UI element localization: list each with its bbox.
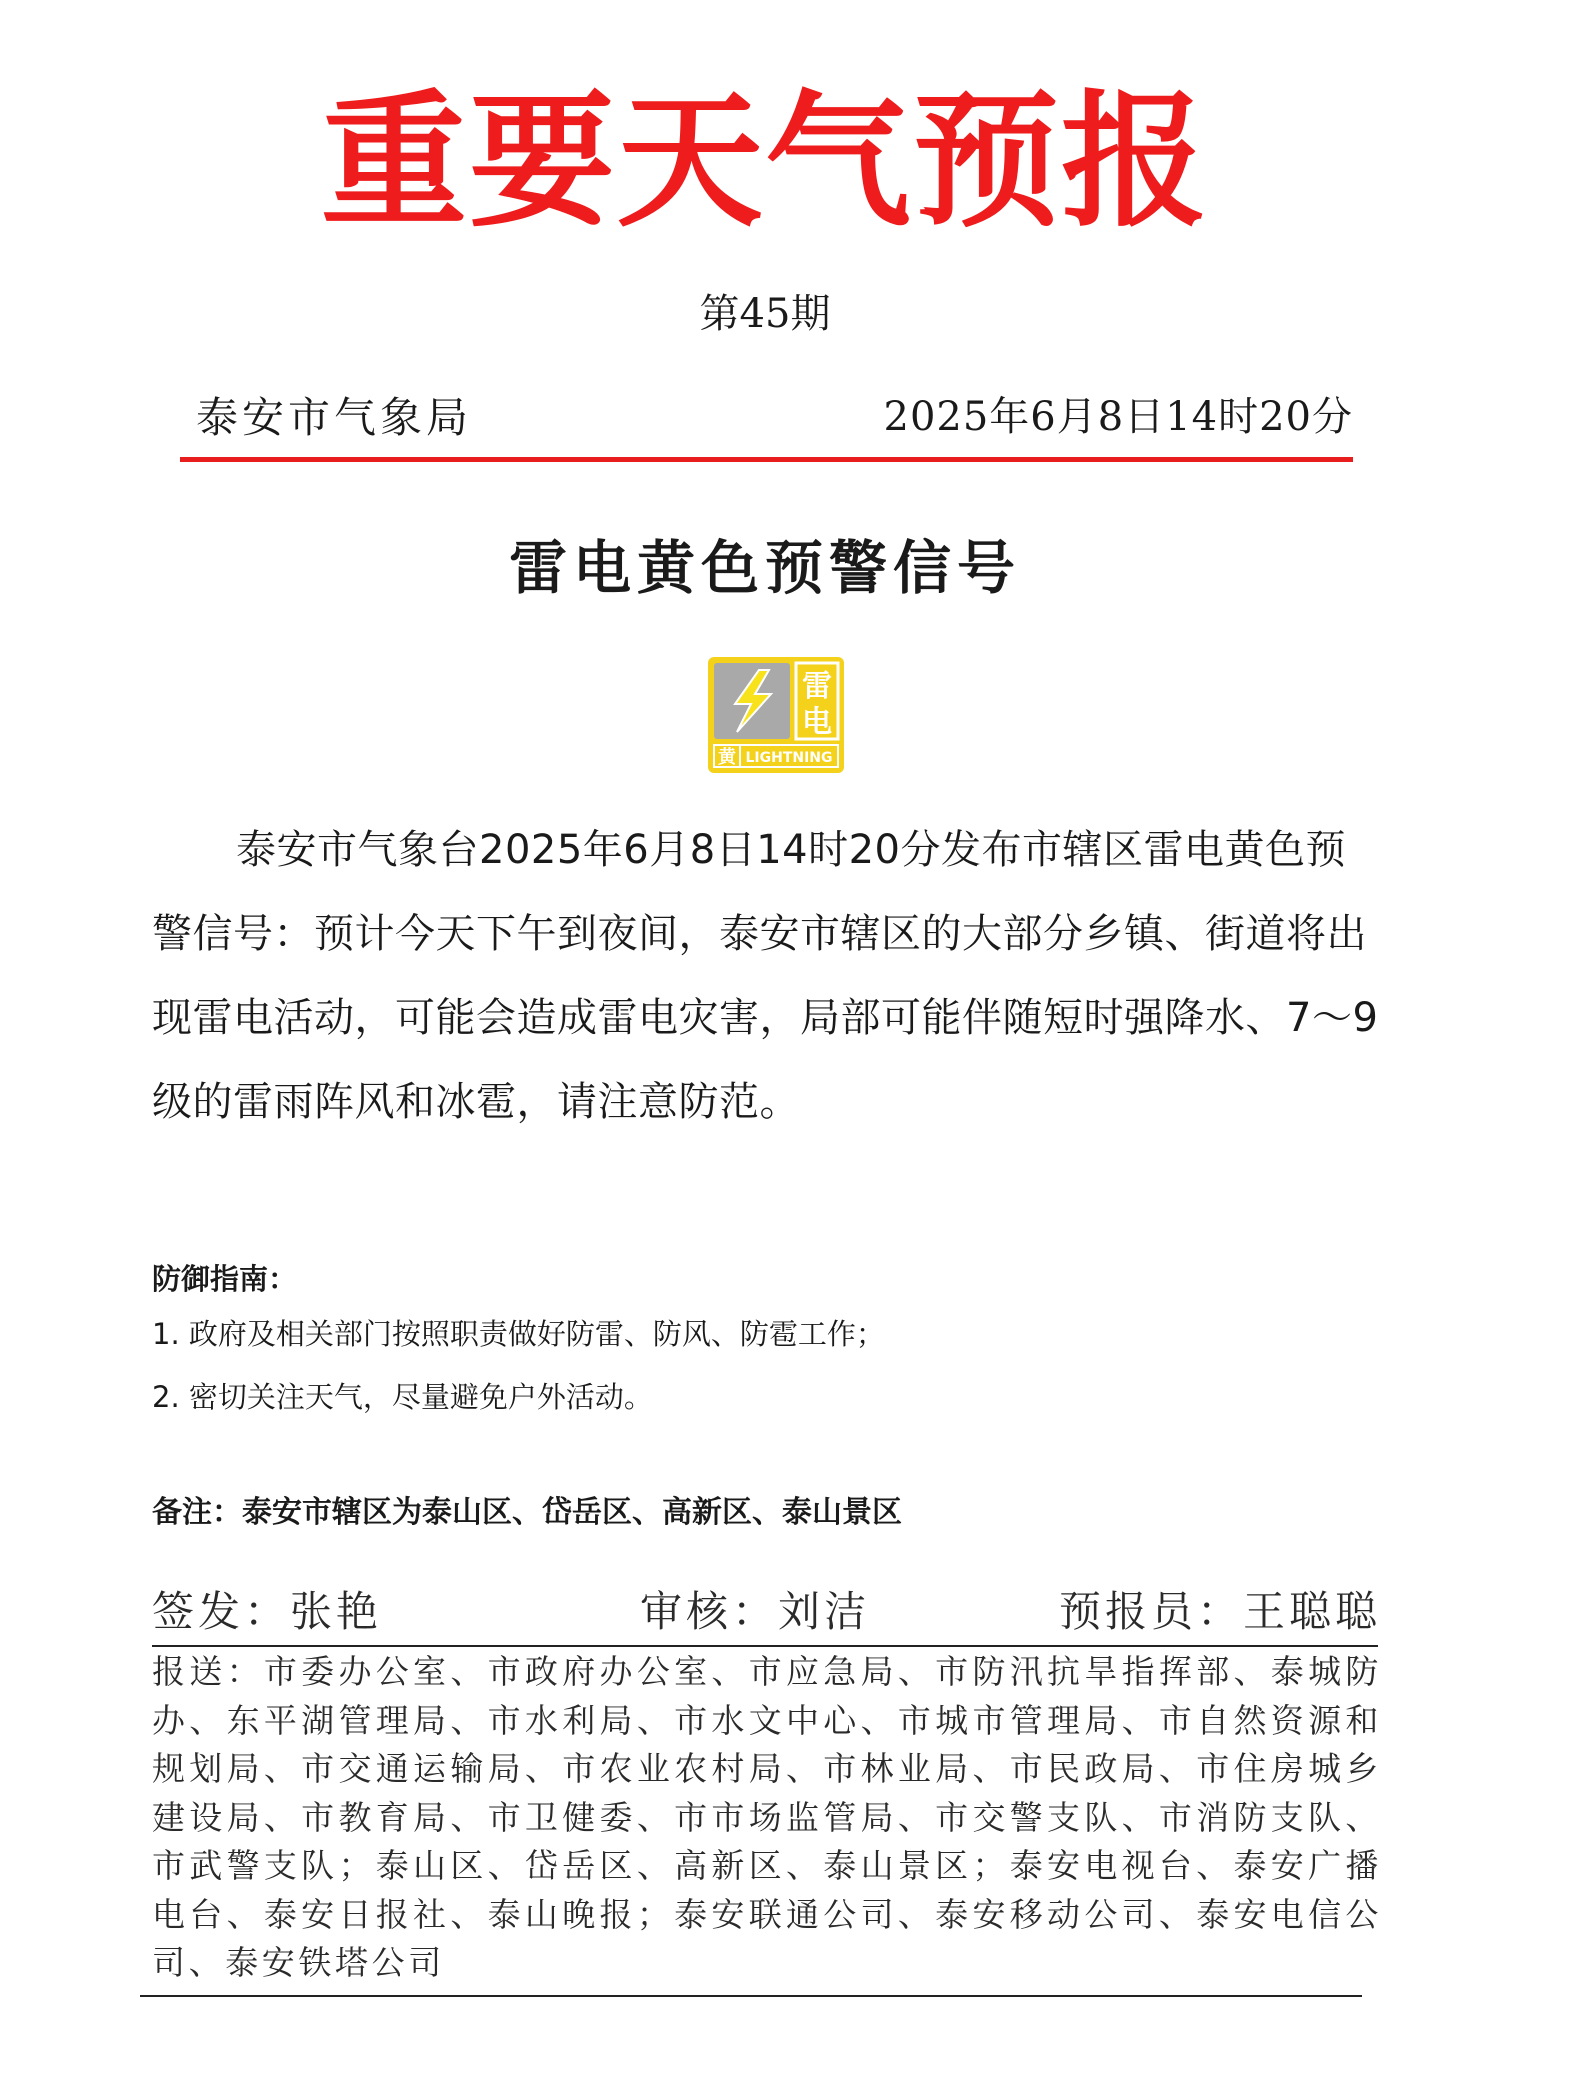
defense-guide-item: 2. 密切关注天气，尽量避免户外活动。 xyxy=(152,1380,653,1414)
signal-level-char: 黄 xyxy=(718,747,736,768)
signal-label: LIGHTNING xyxy=(745,750,833,766)
signal-char-2: 电 xyxy=(802,705,832,740)
issue-number: 第45期 xyxy=(699,291,831,337)
defense-guide-item: 1. 政府及相关部门按照职责做好防雷、防风、防雹工作； xyxy=(152,1317,885,1351)
issue-time: 2025年6月8日14时20分 xyxy=(883,394,1353,440)
signature-forecaster: 预报员：王聪聪 xyxy=(1058,1587,1381,1636)
signal-char-1: 雷 xyxy=(802,669,832,704)
lightning-yellow-signal-icon xyxy=(707,656,845,774)
document-title: 重要天气预报 xyxy=(321,76,1209,247)
issuing-agency: 泰安市气象局 xyxy=(196,393,473,442)
remark-note: 备注：泰安市辖区为泰山区、岱岳区、高新区、泰山景区 xyxy=(152,1495,902,1530)
defense-guide-heading: 防御指南： xyxy=(152,1262,298,1296)
bottom-divider xyxy=(140,1995,1362,1997)
warning-title: 雷电黄色预警信号 xyxy=(508,534,1021,602)
signature-issuer: 签发：张艳 xyxy=(152,1587,383,1636)
distribution-list: 报送：市委办公室、市政府办公室、市应急局、市防汛抗旱指挥部、泰城防办、东平湖管理局、市水利局、市水文中心、市城市管理局、市自然资源和规划局、市交通运输局、市农业农村局、市林业局、市民政局、市住房城乡建设局、市教育局、市卫健委、市市场监管局、市交警支队、市消防支队、市武警支队；泰山区、岱岳区、高新区、泰山景区；泰安电视台、泰安广播电台、泰安日报社、泰山晚报；泰安联通公司、泰安移动公司、泰安电信公司、泰安铁塔公司 xyxy=(152,1652,1382,1982)
header-divider xyxy=(180,457,1353,462)
signature-divider xyxy=(152,1645,1378,1647)
signature-reviewer: 审核：刘洁 xyxy=(640,1587,871,1636)
warning-body-text: 泰安市气象台2025年6月8日14时20分发布市辖区雷电黄色预警信号：预计今天下午到夜间，泰安市辖区的大部分乡镇、街道将出现雷电活动，可能会造成雷电灾害，局部可能伴随短时强降水、7～9级的雷雨阵风和冰雹，请注意防范。 xyxy=(152,827,1379,1125)
